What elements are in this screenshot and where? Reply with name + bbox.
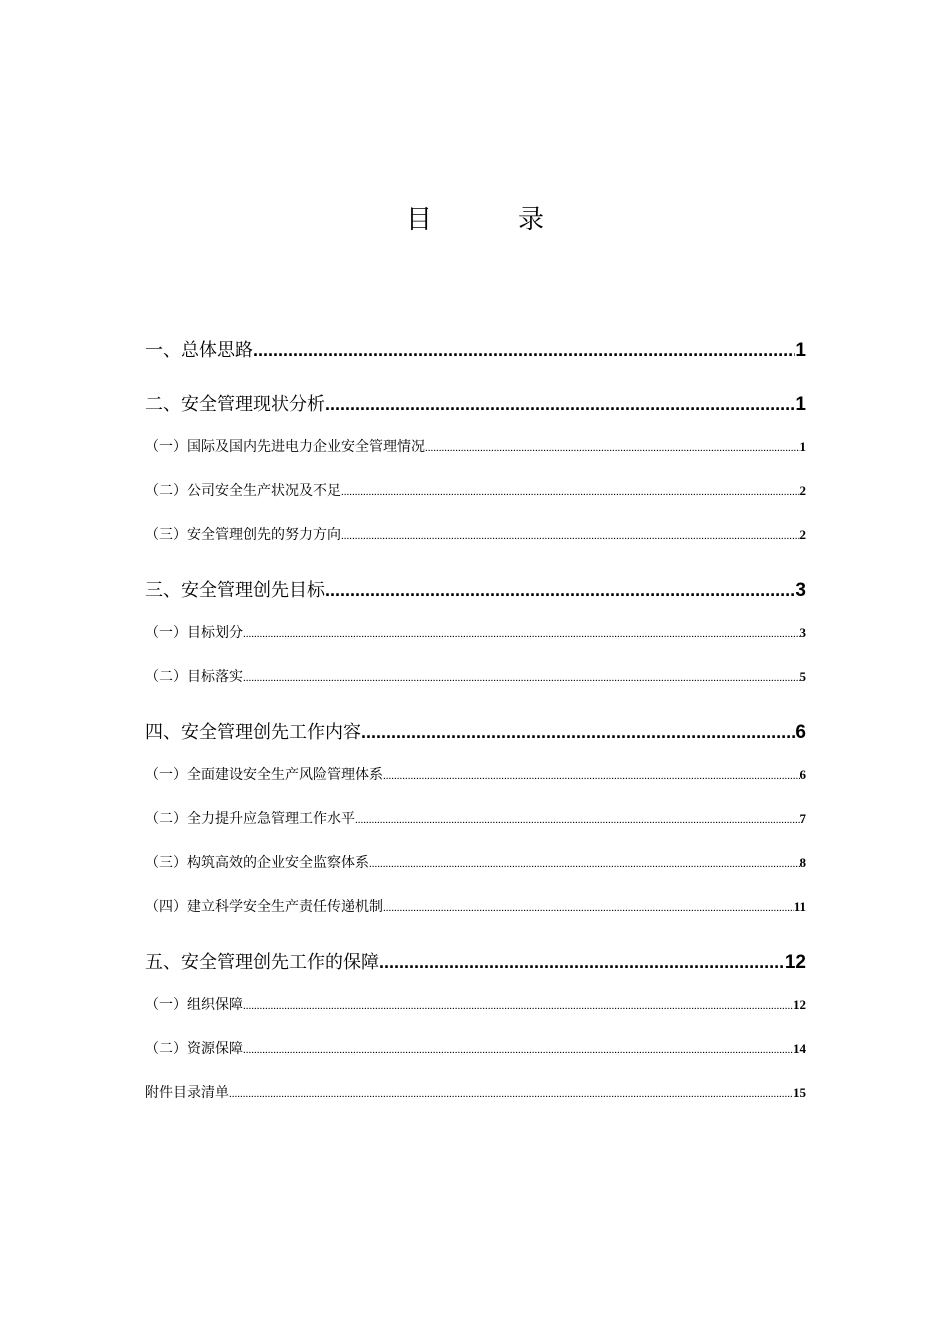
dot-leader — [355, 810, 800, 830]
dot-leader — [369, 854, 800, 874]
dot-leader — [425, 438, 800, 458]
toc-subentry[interactable] — [145, 1039, 806, 1060]
toc-entry-page: 6 — [795, 722, 806, 743]
toc-subentry[interactable] — [145, 481, 806, 502]
toc-entry-label: （二）全力提升应急管理工作水平 — [145, 811, 355, 827]
toc-entry-page: 12 — [793, 997, 806, 1012]
dot-leader — [383, 766, 800, 786]
toc-appendix-entry[interactable] — [145, 1083, 806, 1104]
toc-entry[interactable] — [145, 950, 806, 975]
toc-subentry[interactable] — [145, 623, 806, 644]
toc-entry-label: 附件目录清单 — [145, 1085, 229, 1101]
page-title: 目 录 — [405, 205, 574, 235]
toc-entry-label: 四、安全管理创先工作内容 — [145, 722, 361, 743]
toc-subentry[interactable] — [145, 437, 806, 458]
toc-entry-page: 1 — [799, 439, 806, 454]
dot-leader — [243, 996, 793, 1016]
toc-entry-label: （一）国际及国内先进电力企业安全管理情况 — [145, 439, 425, 455]
toc-entry-label: 一、总体思路 — [145, 340, 253, 361]
toc-entry-page: 8 — [799, 855, 806, 870]
toc-subentry[interactable] — [145, 809, 806, 830]
toc-entry-page: 7 — [799, 811, 806, 826]
dot-leader — [243, 1040, 793, 1060]
dot-leader — [341, 526, 800, 546]
toc-subentry[interactable] — [145, 765, 806, 786]
toc-entry[interactable] — [145, 720, 806, 745]
toc-entry-label: （二）公司安全生产状况及不足 — [145, 483, 341, 499]
toc-entry-page: 5 — [799, 669, 806, 684]
dot-leader — [243, 624, 800, 644]
toc-entry-label: （一）组织保障 — [145, 997, 243, 1013]
toc-subentry[interactable] — [145, 525, 806, 546]
toc-entry-page: 12 — [784, 952, 806, 973]
toc-entry-page: 11 — [793, 899, 806, 914]
toc-entry-page: 1 — [795, 340, 806, 361]
toc-entry-page: 6 — [799, 767, 806, 782]
toc-subentry[interactable] — [145, 853, 806, 874]
dot-leader — [325, 578, 795, 602]
toc-entry[interactable] — [145, 338, 806, 363]
dot-leader — [253, 338, 795, 362]
toc-entry-label: （三）构筑高效的企业安全监察体系 — [145, 855, 369, 871]
toc-entry-label: （一）目标划分 — [145, 625, 243, 641]
toc-entry-page: 2 — [799, 483, 806, 498]
dot-leader — [325, 392, 795, 416]
toc-entry-page: 1 — [795, 394, 806, 415]
dot-leader — [243, 668, 800, 688]
toc-entry[interactable] — [145, 578, 806, 603]
dot-leader — [361, 720, 795, 744]
dot-leader — [383, 898, 794, 918]
toc-entry-page: 3 — [799, 625, 806, 640]
toc-entry-label: （三）安全管理创先的努力方向 — [145, 527, 341, 543]
toc-entry-label: 二、安全管理现状分析 — [145, 394, 325, 415]
dot-leader — [379, 950, 785, 974]
toc-subentry[interactable] — [145, 995, 806, 1016]
toc-entry-page: 3 — [795, 580, 806, 601]
toc-entry-label: 三、安全管理创先目标 — [145, 580, 325, 601]
toc-entry-label: （二）资源保障 — [145, 1041, 243, 1057]
dot-leader — [341, 482, 800, 502]
dot-leader — [229, 1084, 793, 1104]
toc-entry-page: 14 — [793, 1041, 806, 1056]
toc-entry-label: （二）目标落实 — [145, 669, 243, 685]
toc-entry-label: 五、安全管理创先工作的保障 — [145, 952, 379, 973]
toc-subentry[interactable] — [145, 897, 806, 918]
toc-entry[interactable] — [145, 392, 806, 417]
toc-subentry[interactable] — [145, 667, 806, 688]
toc-entry-label: （一）全面建设安全生产风险管理体系 — [145, 767, 383, 783]
toc-entry-page: 2 — [799, 527, 806, 542]
toc-entry-label: （四）建立科学安全生产责任传递机制 — [145, 899, 383, 915]
toc-entry-page: 15 — [793, 1085, 806, 1100]
